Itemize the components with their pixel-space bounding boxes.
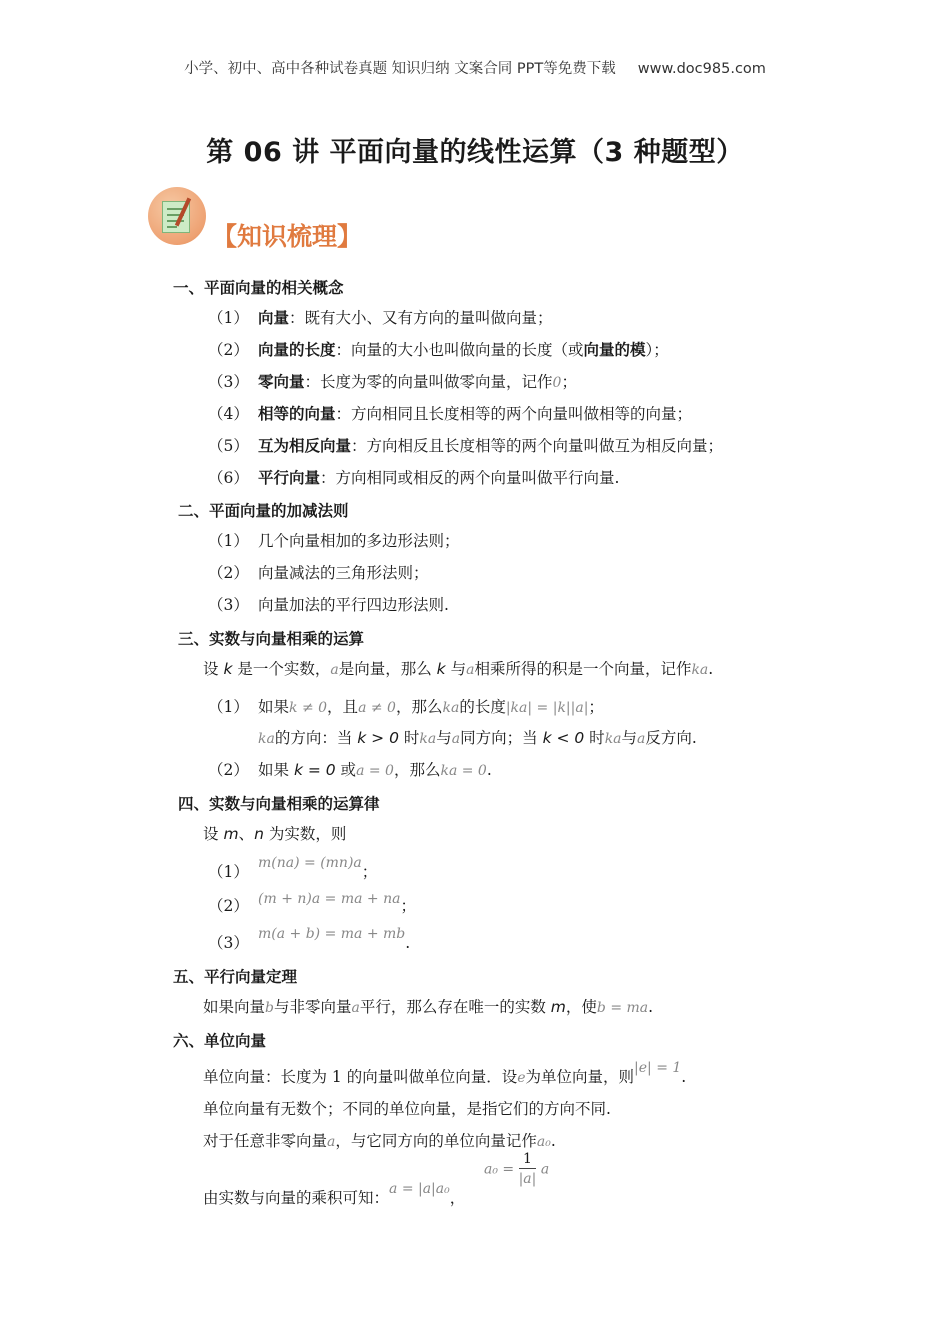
s2-item-2: （2） 向量减法的三角形法则； [208,564,429,582]
s1-item-3: （3） 零向量：长度为零的向量叫做零向量，记作0； [208,373,577,391]
page-header [0,57,950,78]
s1-item-2: （2） 向量的长度：向量的大小也叫做向量的长度（或向量的模）； [208,341,669,359]
s1-item-5: （5） 互为相反向量：方向相反且长度相等的两个向量叫做互为相反向量； [208,437,724,455]
notebook-icon [148,187,206,245]
s3-intro: 设 k 是一个实数，a是向量，那么 k 与a相乘所得的积是一个向量，记作ka. [203,660,714,678]
s1-item-4: （4） 相等的向量：方向相同且长度相等的两个向量叫做相等的向量； [208,405,693,423]
s1-item-6: （6） 平行向量：方向相同或相反的两个向量叫做平行向量. [208,469,620,487]
s5-theorem: 如果向量b与非零向量a平行，那么存在唯一的实数 m，使b = ma. [203,998,654,1016]
s4-intro: 设 m、n 为实数，则 [203,825,347,843]
s3-item-1-direction: ka的方向：当 k > 0 时ka与a同方向；当 k < 0 时ka与a反方向. [258,729,697,747]
s6-line-3: 对于任意非零向量a，与它同方向的单位向量记作a₀. [203,1132,556,1150]
s2-item-1: （1） 几个向量相加的多边形法则； [208,532,460,550]
s2-item-3: （3） 向量加法的平行四边形法则. [208,596,449,614]
s5-heading: 五、平行向量定理 [173,968,298,986]
header-text: 小学、初中、高中各种试卷真题 知识归纳 文案合同 PPT等免费下载 [184,61,616,77]
s3-item-2: （2） 如果 k = 0 或a = 0，那么ka = 0. [208,761,492,779]
s6-line-2: 单位向量有无数个；不同的单位向量，是指它们的方向不同. [203,1100,611,1118]
s3-item-1: （1） 如果k ≠ 0，且a ≠ 0，那么ka的长度|ka| = |k||a|； [208,698,604,716]
s1-heading: 一、平面向量的相关概念 [173,279,344,297]
s3-heading: 三、实数与向量相乘的运算 [178,630,365,648]
s4-law-2: （2） (m + n)a = ma + na； [208,891,416,915]
s4-law-3: （3） m(a + b) = ma + mb. [208,926,411,952]
s4-heading: 四、实数与向量相乘的运算律 [178,795,380,813]
s6-line-1: 单位向量：长度为 1 的向量叫做单位向量．设e为单位向量，则|e| = 1. [203,1060,687,1086]
unit-vector-formula: a₀ = $\frac{1}{|a|}$ a [484,1151,550,1187]
s1-item-1: （1） 向量：既有大小、又有方向的量叫做向量； [208,309,553,327]
s4-law-1: （1） m(na) = (mn)a； [208,855,378,881]
s6-line-4: 由实数与向量的乘积可知：a = |a|a₀， [203,1181,466,1207]
fraction: $\frac{1}{|a|}$ [518,1151,537,1187]
zero-vector-math: 0 [552,375,562,391]
page-title: 第 06 讲 平面向量的线性运算（3 种题型） [206,137,744,168]
section-banner: 【知识梳理】 [212,222,363,251]
header-site-link[interactable]: www.doc985.com [637,61,766,77]
s2-heading: 二、平面向量的加减法则 [178,502,349,520]
s6-heading: 六、单位向量 [173,1032,267,1050]
